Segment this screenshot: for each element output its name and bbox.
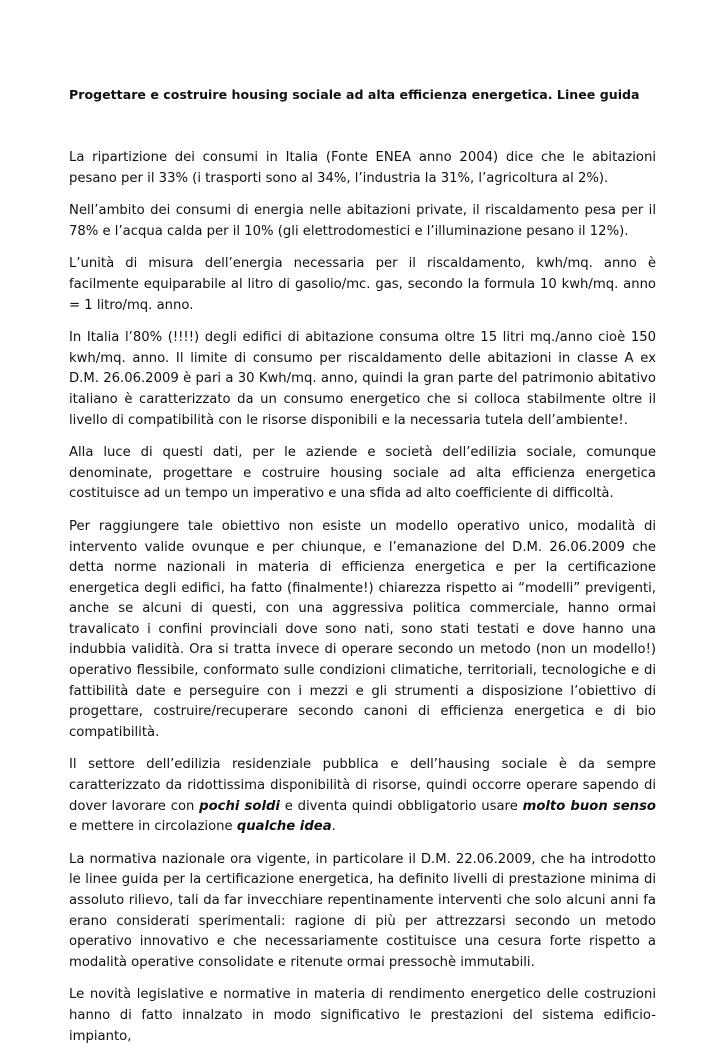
- paragraph-novita-legislative: Le novità legislative e normative in materia di rendimento energetico delle costruzioni hanno di fatto innalzato in modo significativo le prestazioni del sistema edificio-impianto,: [69, 987, 656, 1044]
- paragraph-settore-erp: [69, 755, 656, 837]
- paragraph-text: e diventa quindi obbligatorio usare: [279, 798, 523, 814]
- emphasis-molto-buon-senso: molto buon senso: [522, 798, 656, 814]
- paragraph-consumi-italia: La ripartizione dei consumi in Italia (Fonte ENEA anno 2004) dice che le abitazioni pesano per il 33% (i trasporti sono al 34%, l’industria la 31%, l’agricoltura al 2%).: [69, 150, 656, 186]
- paragraph-text: e mettere in circolazione: [69, 819, 237, 835]
- document-body: [69, 148, 656, 1047]
- emphasis-pochi-soldi: pochi soldi: [199, 798, 280, 814]
- paragraph-text: .: [331, 819, 336, 835]
- paragraph-edifici-italia: In Italia l’80% (!!!!) degli edifici di abitazione consuma oltre 15 litri mq./anno cioè 150 kwh/mq. anno. Il limite di consumo per riscaldamento delle abitazioni in classe A ex D.M. 26.06.2009 è pari a 30 Kwh/mq. anno, quindi la gran parte del patrimonio abitativo italiano è caratterizzato da un consumo energetico che si colloca stabilmente oltre il livello di compatibilità con le risorse disponibili e la necessaria tutela dell’ambiente!.: [69, 330, 656, 428]
- paragraph-text: Il settore dell’edilizia residenziale pubblica e dell’hausing sociale è da sempre caratterizzato da ridottissima disponibilità di risorse, quindi occorre operare sapendo di dover lavorare con: [69, 757, 656, 814]
- paragraph-unita-misura: L’unità di misura dell’energia necessaria per il riscaldamento, kwh/mq. anno è facilmente equiparabile al litro di gasolio/mc. gas, secondo la formula 10 kwh/mq. anno = 1 litro/mq. anno.: [69, 256, 656, 313]
- paragraph-normativa-nazionale: La normativa nazionale ora vigente, in particolare il D.M. 22.06.2009, che ha introdotto le linee guida per la certificazione energetica, ha definito livelli di prestazione minima di assoluto rilievo, tali da far invecchiare repentinamente interventi che solo alcuni anni fa erano considerati sperimentali: ragione di più per attrezzarsi secondo un metodo operativo innovativo e che necessariamente costituisce una cesura forte rispetto a modalità operative consolidate e ritenute ormai pressochè immutabili.: [69, 851, 656, 970]
- document-title: Progettare e costruire housing sociale ad alta efficienza energetica. Linee guida: [69, 87, 640, 102]
- emphasis-qualche-idea: qualche idea: [236, 819, 332, 835]
- paragraph-consumi-abitazioni: Nell’ambito dei consumi di energia nelle abitazioni private, il riscaldamento pesa per il 78% e l’acqua calda per il 10% (gli elettrodomestici e l’illuminazione pesano il 12%).: [69, 203, 656, 239]
- paragraph-edilizia-sociale: Alla luce di questi dati, per le aziende e società dell’edilizia sociale, comunque denominate, progettare e costruire housing sociale ad alta efficienza energetica costituisce ad un tempo un imperativo e una sfida ad alto coefficiente di difficoltà.: [69, 445, 656, 502]
- paragraph-modello-operativo: Per raggiungere tale obiettivo non esiste un modello operativo unico, modalità di intervento valide ovunque e per chiunque, e l’emanazione del D.M. 26.06.2009 che detta norme nazionali in materia di efficienza energetica e per la certificazione energetica degli edifici, ha fatto (finalmente!) chiarezza rispetto ai “modelli” previgenti, anche se alcuni di questi, con una aggressiva politica commerciale, hanno ormai travalicato i confini provinciali dove sono nati, sono stati testati e dove hanno una indubbia validità. Ora si tratta invece di operare secondo un metodo (non un modello!) operativo flessibile, conformato sulle condizioni climatiche, territoriali, tecnologiche e di fattibilità date e perseguire con i mezzi e gli strumenti a disposizione l’obiettivo di progettare, costruire/recuperare secondo canoni di efficienza energetica e di bio compatibilità.: [69, 518, 656, 740]
